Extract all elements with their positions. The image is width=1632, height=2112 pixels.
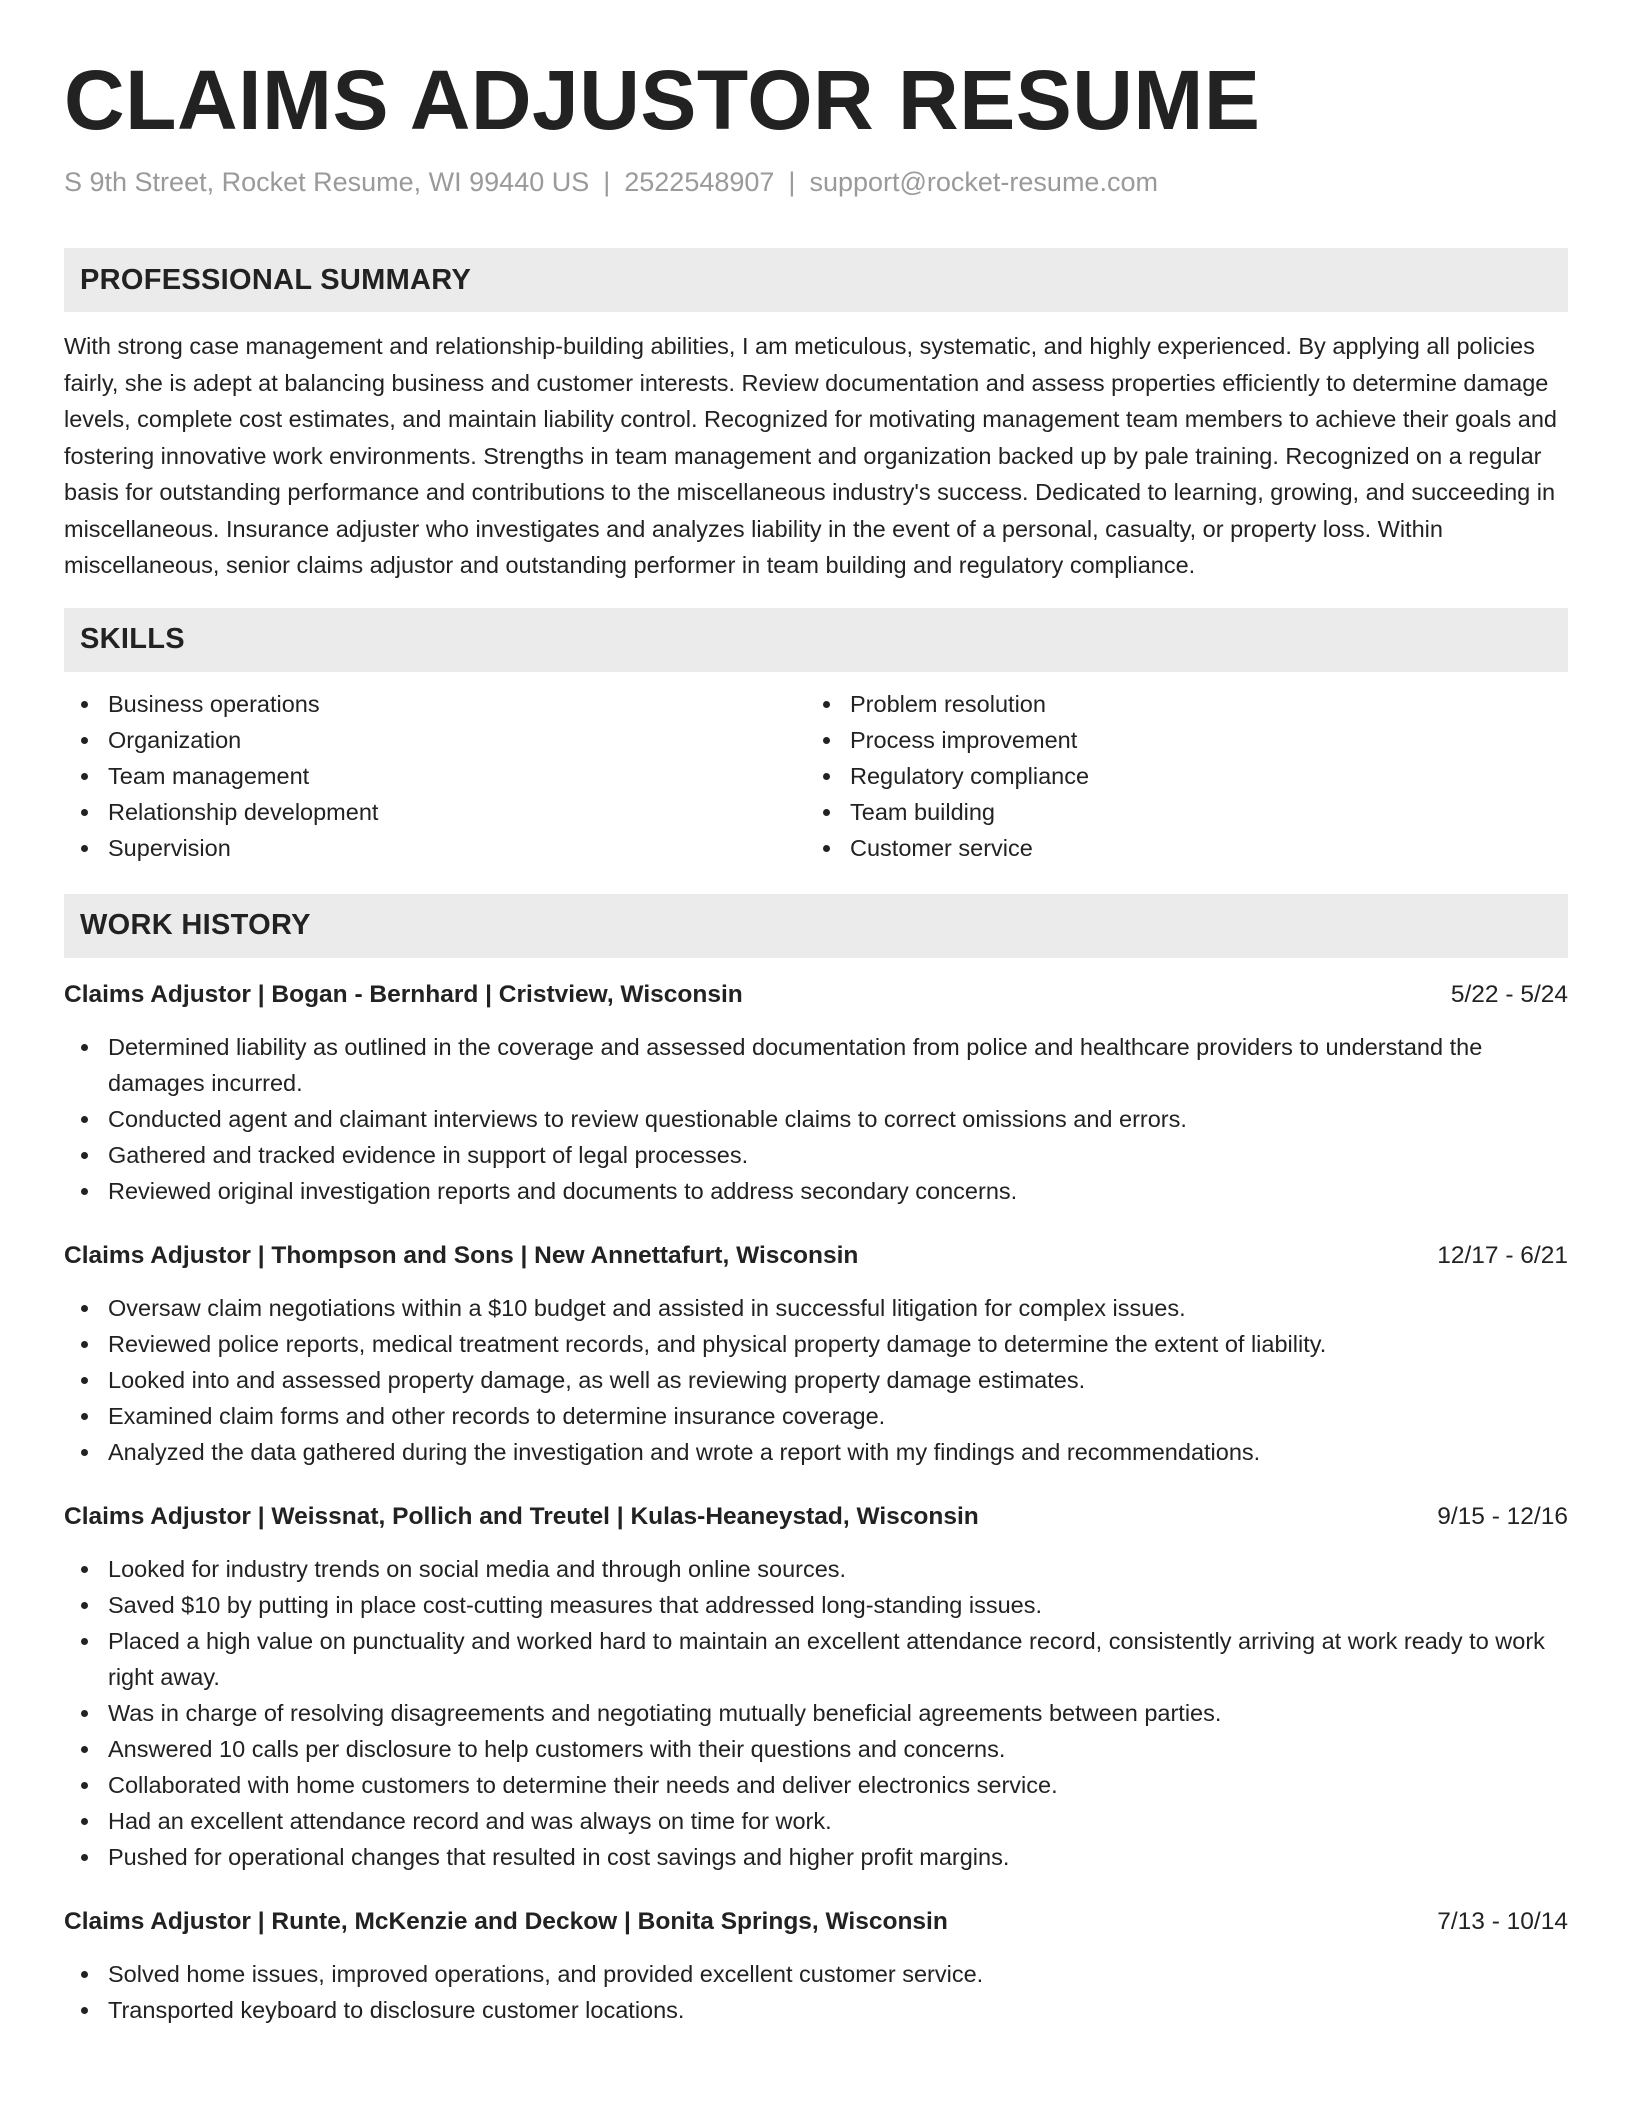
list-item: Looked for industry trends on social media and through online sources.	[64, 1551, 1568, 1587]
contact-separator: |	[603, 167, 611, 197]
job-dates: 5/22 - 5/24	[1450, 980, 1568, 1008]
list-item: Placed a high value on punctuality and worked hard to maintain an excellent attendance record, consistently arriving at work ready to work right away.	[64, 1623, 1568, 1695]
job-title: Claims Adjustor | Runte, McKenzie and Deckow | Bonita Springs, Wisconsin	[64, 1907, 948, 1935]
phone-text: 2522548907	[624, 167, 775, 197]
job-dates: 12/17 - 6/21	[1437, 1241, 1568, 1269]
list-item: Conducted agent and claimant interviews to review questionable claims to correct omissions and errors.	[64, 1101, 1568, 1137]
job-header	[64, 1905, 1568, 1939]
list-item: Customer service	[806, 830, 1548, 866]
skills-column-right	[806, 686, 1548, 866]
summary-heading: PROFESSIONAL SUMMARY	[64, 248, 1568, 312]
job-entry	[64, 978, 1568, 1209]
list-item: Process improvement	[806, 722, 1548, 758]
job-header	[64, 978, 1568, 1012]
list-item: Gathered and tracked evidence in support of legal processes.	[64, 1137, 1568, 1173]
list-item: Looked into and assessed property damage, as well as reviewing property damage estimates.	[64, 1362, 1568, 1398]
list-item: Reviewed police reports, medical treatment records, and physical property damage to determine the extent of liability.	[64, 1326, 1568, 1362]
page-title: CLAIMS ADJUSTOR RESUME	[64, 53, 1261, 147]
job-header	[64, 1239, 1568, 1273]
list-item: Team management	[64, 758, 806, 794]
list-item: Solved home issues, improved operations, and provided excellent customer service.	[64, 1956, 1568, 1992]
list-item: Was in charge of resolving disagreements and negotiating mutually beneficial agreements between parties.	[64, 1695, 1568, 1731]
list-item: Determined liability as outlined in the coverage and assessed documentation from police and healthcare providers to understand the damages incurred.	[64, 1029, 1568, 1101]
list-item: Collaborated with home customers to determine their needs and deliver electronics service.	[64, 1767, 1568, 1803]
summary-text: With strong case management and relationship-building abilities, I am meticulous, systematic, and highly experienced. By applying all policies fairly, she is adept at balancing business and customer interests. Review documentation and assess properties efficiently to determine damage levels, complete cost estimates, and maintain liability control. Recognized for motivating management team members to achieve their goals and fostering innovative work environments. Strengths in team management and organization backed up by pale training. Recognized on a regular basis for outstanding performance and contributions to the miscellaneous industry's success. Dedicated to learning, growing, and succeeding in miscellaneous. Insurance adjuster who investigates and analyzes liability in the event of a personal, casualty, or property loss. Within miscellaneous, senior claims adjustor and outstanding performer in team building and regulatory compliance.	[64, 333, 1557, 579]
list-item: Pushed for operational changes that resulted in cost savings and higher profit margins.	[64, 1839, 1568, 1875]
job-bullets	[64, 1956, 1568, 2028]
job-header	[64, 1500, 1568, 1534]
list-item: Organization	[64, 722, 806, 758]
job-title: Claims Adjustor | Weissnat, Pollich and Treutel | Kulas-Heaneystad, Wisconsin	[64, 1502, 979, 1530]
list-item: Relationship development	[64, 794, 806, 830]
resume-page	[64, 48, 1568, 2028]
list-item: Answered 10 calls per disclosure to help customers with their questions and concerns.	[64, 1731, 1568, 1767]
list-item: Business operations	[64, 686, 806, 722]
list-item: Reviewed original investigation reports and documents to address secondary concerns.	[64, 1173, 1568, 1209]
list-item: Oversaw claim negotiations within a $10 budget and assisted in successful litigation for complex issues.	[64, 1290, 1568, 1326]
job-entry	[64, 1500, 1568, 1875]
list-item: Analyzed the data gathered during the investigation and wrote a report with my findings and recommendations.	[64, 1434, 1568, 1470]
list-item: Team building	[806, 794, 1548, 830]
list-item: Transported keyboard to disclosure customer locations.	[64, 1992, 1568, 2028]
list-item: Regulatory compliance	[806, 758, 1548, 794]
list-item: Problem resolution	[806, 686, 1548, 722]
job-entry	[64, 1239, 1568, 1470]
list-item: Had an excellent attendance record and was always on time for work.	[64, 1803, 1568, 1839]
list-item: Saved $10 by putting in place cost-cutting measures that addressed long-standing issues.	[64, 1587, 1568, 1623]
job-dates: 9/15 - 12/16	[1437, 1502, 1568, 1530]
contact-separator: |	[788, 167, 796, 197]
list-item: Supervision	[64, 830, 806, 866]
email-text: support@rocket-resume.com	[809, 167, 1158, 197]
job-title: Claims Adjustor | Bogan - Bernhard | Cristview, Wisconsin	[64, 980, 743, 1008]
job-dates: 7/13 - 10/14	[1437, 1907, 1568, 1935]
job-entry	[64, 1905, 1568, 2028]
job-bullets	[64, 1551, 1568, 1875]
skills-column-left	[64, 686, 806, 866]
contact-line	[64, 166, 1568, 198]
job-bullets	[64, 1029, 1568, 1209]
skills-list	[64, 686, 1568, 866]
address-text: S 9th Street, Rocket Resume, WI 99440 US	[64, 167, 590, 197]
work-history-heading: WORK HISTORY	[64, 894, 1568, 958]
job-bullets	[64, 1290, 1568, 1470]
skills-heading: SKILLS	[64, 608, 1568, 672]
job-title: Claims Adjustor | Thompson and Sons | New Annettafurt, Wisconsin	[64, 1241, 859, 1269]
list-item: Examined claim forms and other records to determine insurance coverage.	[64, 1398, 1568, 1434]
